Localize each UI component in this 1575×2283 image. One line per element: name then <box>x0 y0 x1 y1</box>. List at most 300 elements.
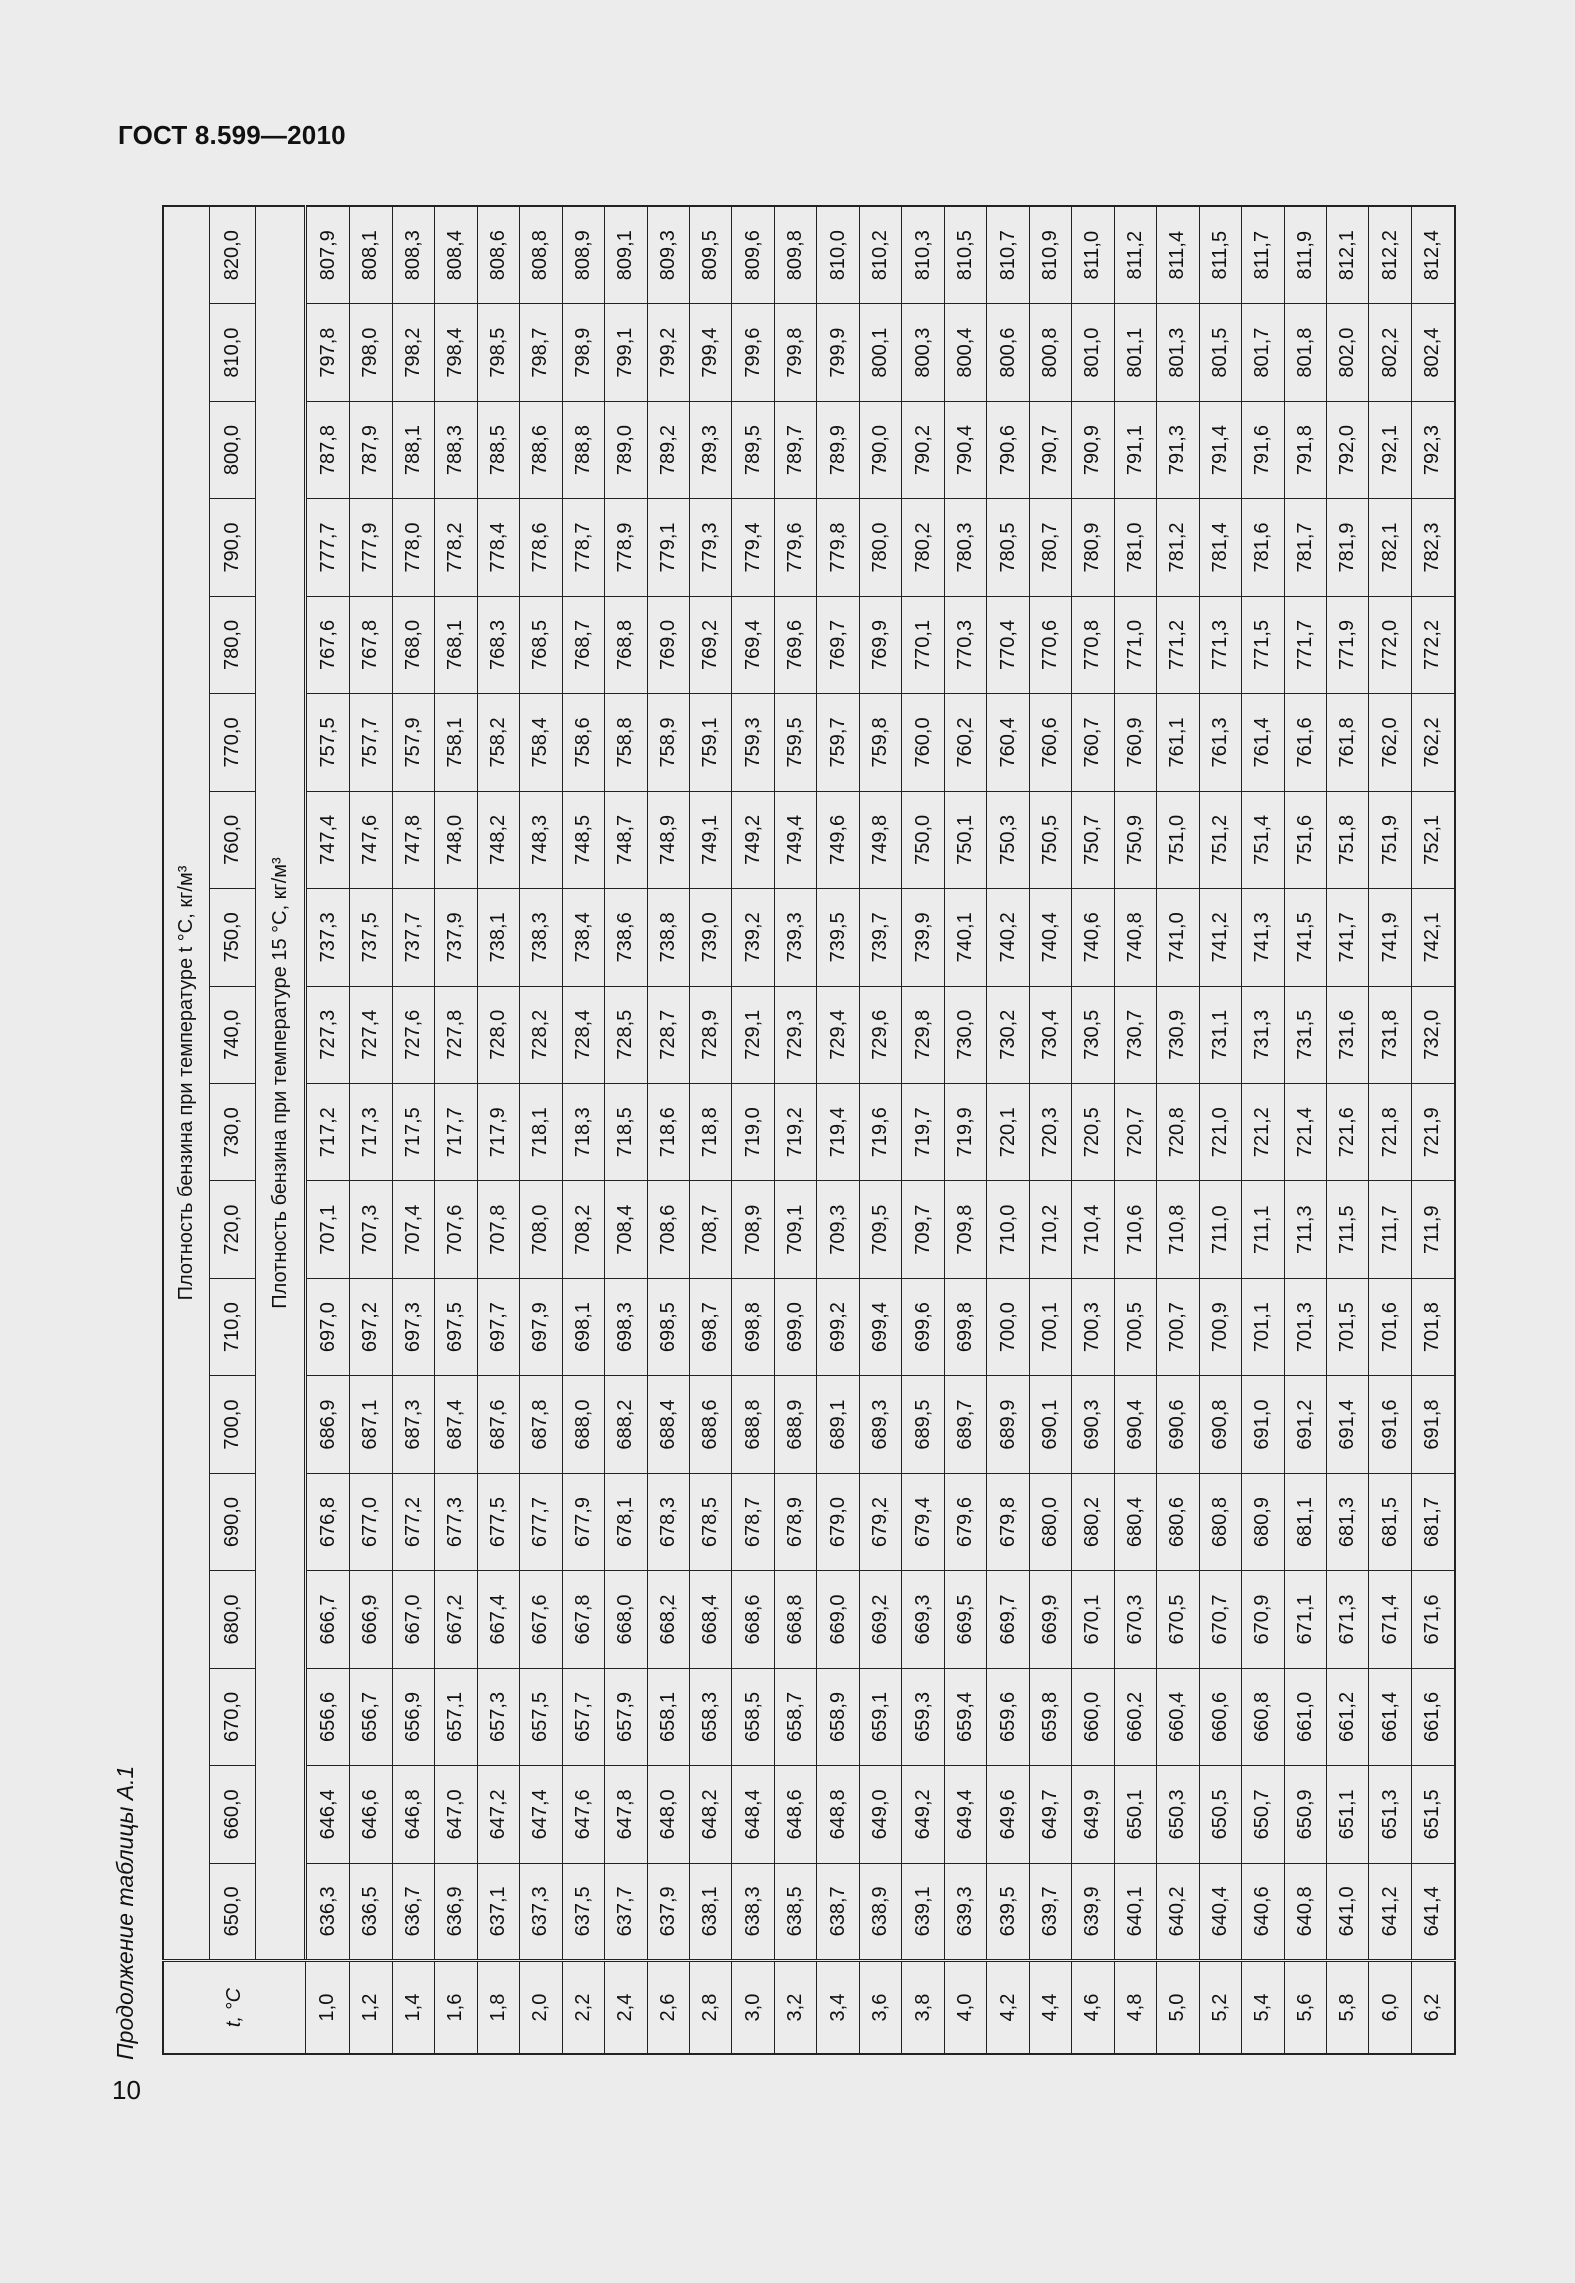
density-cell: 727,6 <box>392 986 434 1083</box>
density-cell: 669,2 <box>859 1571 901 1668</box>
density-cell: 802,0 <box>1327 304 1369 401</box>
density-cell: 788,8 <box>562 401 604 498</box>
density-cell: 809,3 <box>647 206 689 304</box>
density-cell: 678,9 <box>774 1473 816 1570</box>
density-cell: 701,6 <box>1369 1278 1411 1375</box>
density-cell: 750,7 <box>1072 791 1114 888</box>
density-cell: 700,3 <box>1072 1278 1114 1375</box>
density-cell: 729,3 <box>774 986 816 1083</box>
density-cell: 777,7 <box>306 499 350 596</box>
density-cell: 691,4 <box>1327 1376 1369 1473</box>
density-cell: 790,4 <box>944 401 986 498</box>
density-cell: 751,4 <box>1242 791 1284 888</box>
density-cell: 638,1 <box>689 1863 731 1960</box>
density-cell: 708,0 <box>520 1181 562 1278</box>
table-row <box>1411 206 1455 2054</box>
density-cell: 808,3 <box>392 206 434 304</box>
density-cell: 667,4 <box>477 1571 519 1668</box>
density-cell: 811,2 <box>1114 206 1156 304</box>
density-cell: 740,8 <box>1114 889 1156 986</box>
density-cell: 797,8 <box>306 304 350 401</box>
density-cell: 740,6 <box>1072 889 1114 986</box>
density-cell: 659,8 <box>1029 1668 1071 1765</box>
density-cell: 690,4 <box>1114 1376 1156 1473</box>
density-cell: 728,4 <box>562 986 604 1083</box>
density-cell: 741,0 <box>1157 889 1199 986</box>
density-cell: 648,2 <box>689 1766 731 1863</box>
density-cell: 680,6 <box>1157 1473 1199 1570</box>
density-cell: 638,9 <box>859 1863 901 1960</box>
temperature-cell: 4,6 <box>1072 1961 1114 2054</box>
density-cell: 636,7 <box>392 1863 434 1960</box>
density-cell: 750,3 <box>987 791 1029 888</box>
density-cell: 772,2 <box>1411 596 1455 693</box>
density-cell: 711,3 <box>1284 1181 1326 1278</box>
density-cell: 731,8 <box>1369 986 1411 1083</box>
density-cell: 777,9 <box>350 499 392 596</box>
density-cell: 728,0 <box>477 986 519 1083</box>
density-cell: 798,5 <box>477 304 519 401</box>
density-cell: 660,4 <box>1157 1668 1199 1765</box>
density-cell: 661,4 <box>1369 1668 1411 1765</box>
density-cell: 760,2 <box>944 694 986 791</box>
density-cell: 781,9 <box>1327 499 1369 596</box>
density-cell: 650,3 <box>1157 1766 1199 1863</box>
density-cell: 790,6 <box>987 401 1029 498</box>
density-cell: 789,0 <box>605 401 647 498</box>
density-cell: 721,2 <box>1242 1083 1284 1180</box>
density-cell: 651,5 <box>1411 1766 1455 1863</box>
density-cell: 701,3 <box>1284 1278 1326 1375</box>
density-cell: 792,0 <box>1327 401 1369 498</box>
density-cell: 812,4 <box>1411 206 1455 304</box>
density-cell: 811,5 <box>1199 206 1241 304</box>
density-cell: 790,0 <box>859 401 901 498</box>
density-cell: 647,2 <box>477 1766 519 1863</box>
density-cell: 799,8 <box>774 304 816 401</box>
column-header: 730,0 <box>210 1083 256 1180</box>
density-cell: 680,9 <box>1242 1473 1284 1570</box>
column-header: 740,0 <box>210 986 256 1083</box>
density-cell: 688,6 <box>689 1376 731 1473</box>
density-cell: 761,3 <box>1199 694 1241 791</box>
density-cell: 762,0 <box>1369 694 1411 791</box>
density-cell: 701,1 <box>1242 1278 1284 1375</box>
column-header: 720,0 <box>210 1181 256 1278</box>
density-cell: 720,8 <box>1157 1083 1199 1180</box>
density-cell: 688,9 <box>774 1376 816 1473</box>
temperature-cell: 5,2 <box>1199 1961 1241 2054</box>
density-cell: 729,1 <box>732 986 774 1083</box>
density-cell: 741,5 <box>1284 889 1326 986</box>
density-cell: 670,1 <box>1072 1571 1114 1668</box>
density-cell: 759,1 <box>689 694 731 791</box>
temperature-cell: 2,0 <box>520 1961 562 2054</box>
density-cell: 739,9 <box>902 889 944 986</box>
column-header: 810,0 <box>210 304 256 401</box>
table-row <box>1199 206 1241 2054</box>
density-cell: 681,5 <box>1369 1473 1411 1570</box>
density-cell: 657,5 <box>520 1668 562 1765</box>
table-continuation-caption: Продолжение таблицы А.1 <box>112 1765 138 2060</box>
density-cell: 738,8 <box>647 889 689 986</box>
density-cell: 748,7 <box>605 791 647 888</box>
temperature-cell: 1,4 <box>392 1961 434 2054</box>
density-cell: 779,6 <box>774 499 816 596</box>
density-cell: 660,0 <box>1072 1668 1114 1765</box>
density-cell: 771,0 <box>1114 596 1156 693</box>
density-cell: 661,2 <box>1327 1668 1369 1765</box>
density-cell: 758,8 <box>605 694 647 791</box>
table-row <box>306 206 350 2054</box>
density-cell: 779,4 <box>732 499 774 596</box>
density-cell: 708,6 <box>647 1181 689 1278</box>
density-cell: 708,4 <box>605 1181 647 1278</box>
density-cell: 729,6 <box>859 986 901 1083</box>
density-cell: 757,5 <box>306 694 350 791</box>
temperature-cell: 5,6 <box>1284 1961 1326 2054</box>
density-cell: 760,7 <box>1072 694 1114 791</box>
density-cell: 771,5 <box>1242 596 1284 693</box>
density-cell: 802,4 <box>1411 304 1455 401</box>
density-cell: 728,5 <box>605 986 647 1083</box>
density-cell: 688,4 <box>647 1376 689 1473</box>
density-cell: 781,7 <box>1284 499 1326 596</box>
density-cell: 731,3 <box>1242 986 1284 1083</box>
density-cell: 679,0 <box>817 1473 859 1570</box>
density-cell: 649,6 <box>987 1766 1029 1863</box>
density-cell: 648,8 <box>817 1766 859 1863</box>
density-cell: 739,5 <box>817 889 859 986</box>
temperature-cell: 3,4 <box>817 1961 859 2054</box>
density-cell: 749,1 <box>689 791 731 888</box>
density-cell: 677,5 <box>477 1473 519 1570</box>
density-cell: 779,1 <box>647 499 689 596</box>
density-cell: 717,9 <box>477 1083 519 1180</box>
density-cell: 649,9 <box>1072 1766 1114 1863</box>
density-cell: 710,2 <box>1029 1181 1071 1278</box>
density-cell: 780,9 <box>1072 499 1114 596</box>
density-cell: 750,1 <box>944 791 986 888</box>
density-cell: 698,1 <box>562 1278 604 1375</box>
density-cell: 727,3 <box>306 986 350 1083</box>
density-cell: 668,6 <box>732 1571 774 1668</box>
table-row <box>817 206 859 2054</box>
density-cell: 639,1 <box>902 1863 944 1960</box>
density-cell: 741,3 <box>1242 889 1284 986</box>
density-cell: 681,3 <box>1327 1473 1369 1570</box>
density-cell: 810,0 <box>817 206 859 304</box>
table-row <box>732 206 774 2054</box>
column-header: 770,0 <box>210 694 256 791</box>
column-header: 680,0 <box>210 1571 256 1668</box>
column-header: 710,0 <box>210 1278 256 1375</box>
density-cell: 717,2 <box>306 1083 350 1180</box>
density-cell: 679,8 <box>987 1473 1029 1570</box>
density-cell: 731,6 <box>1327 986 1369 1083</box>
density-cell: 697,5 <box>435 1278 477 1375</box>
density-cell: 669,9 <box>1029 1571 1071 1668</box>
density-cell: 790,9 <box>1072 401 1114 498</box>
density-cell: 749,2 <box>732 791 774 888</box>
density-cell: 800,1 <box>859 304 901 401</box>
density-cell: 676,8 <box>306 1473 350 1570</box>
density-cell: 708,9 <box>732 1181 774 1278</box>
temperature-cell: 4,8 <box>1114 1961 1156 2054</box>
table-row <box>1327 206 1369 2054</box>
page-number: 10 <box>112 2075 141 2105</box>
density-cell: 710,6 <box>1114 1181 1156 1278</box>
density-cell: 687,3 <box>392 1376 434 1473</box>
density-cell: 719,2 <box>774 1083 816 1180</box>
density-cell: 697,9 <box>520 1278 562 1375</box>
density-cell: 700,7 <box>1157 1278 1199 1375</box>
temperature-cell: 3,2 <box>774 1961 816 2054</box>
density-cell: 699,6 <box>902 1278 944 1375</box>
density-cell: 781,0 <box>1114 499 1156 596</box>
density-cell: 647,4 <box>520 1766 562 1863</box>
temperature-cell: 6,2 <box>1411 1961 1455 2054</box>
table-row <box>689 206 731 2054</box>
density-cell: 668,8 <box>774 1571 816 1668</box>
density-cell: 768,8 <box>605 596 647 693</box>
density-cell: 782,3 <box>1411 499 1455 596</box>
density-cell: 799,6 <box>732 304 774 401</box>
temperature-cell: 2,6 <box>647 1961 689 2054</box>
density-cell: 688,8 <box>732 1376 774 1473</box>
density-cell: 792,1 <box>1369 401 1411 498</box>
density-cell: 657,9 <box>605 1668 647 1765</box>
density-cell: 719,4 <box>817 1083 859 1180</box>
density-cell: 759,8 <box>859 694 901 791</box>
density-cell: 808,6 <box>477 206 519 304</box>
density-cell: 771,2 <box>1157 596 1199 693</box>
density-cell: 710,0 <box>987 1181 1029 1278</box>
temperature-cell: 5,8 <box>1327 1961 1369 2054</box>
density-cell: 649,7 <box>1029 1766 1071 1863</box>
temperature-cell: 6,0 <box>1369 1961 1411 2054</box>
density-cell: 779,8 <box>817 499 859 596</box>
density-cell: 759,3 <box>732 694 774 791</box>
density-cell: 671,6 <box>1411 1571 1455 1668</box>
density-cell: 780,7 <box>1029 499 1071 596</box>
density-cell: 679,2 <box>859 1473 901 1570</box>
density-cell: 770,4 <box>987 596 1029 693</box>
density-cell: 768,7 <box>562 596 604 693</box>
density-cell: 747,6 <box>350 791 392 888</box>
density-cell: 661,6 <box>1411 1668 1455 1765</box>
density-cell: 787,9 <box>350 401 392 498</box>
density-cell: 637,7 <box>605 1863 647 1960</box>
density-cell: 739,7 <box>859 889 901 986</box>
density-cell: 808,1 <box>350 206 392 304</box>
density-cell: 707,8 <box>477 1181 519 1278</box>
density-cell: 691,8 <box>1411 1376 1455 1473</box>
density-cell: 658,3 <box>689 1668 731 1765</box>
temperature-cell: 3,0 <box>732 1961 774 2054</box>
density-cell: 637,9 <box>647 1863 689 1960</box>
density-cell: 648,4 <box>732 1766 774 1863</box>
density-cell: 707,1 <box>306 1181 350 1278</box>
density-cell: 768,3 <box>477 596 519 693</box>
density-cell: 801,1 <box>1114 304 1156 401</box>
density-cell: 657,7 <box>562 1668 604 1765</box>
density-cell: 640,8 <box>1284 1863 1326 1960</box>
column-header: 660,0 <box>210 1766 256 1863</box>
t-column-header: t, °C <box>163 1961 306 2054</box>
density-cell: 637,5 <box>562 1863 604 1960</box>
density-cell: 689,3 <box>859 1376 901 1473</box>
density-cell: 646,6 <box>350 1766 392 1863</box>
density-cell: 667,8 <box>562 1571 604 1668</box>
density-cell: 690,1 <box>1029 1376 1071 1473</box>
density-cell: 791,4 <box>1199 401 1241 498</box>
density-cell: 710,4 <box>1072 1181 1114 1278</box>
density-cell: 638,3 <box>732 1863 774 1960</box>
density-cell: 668,2 <box>647 1571 689 1668</box>
density-cell: 767,6 <box>306 596 350 693</box>
density-cell: 739,2 <box>732 889 774 986</box>
density-cell: 700,1 <box>1029 1278 1071 1375</box>
density-cell: 768,0 <box>392 596 434 693</box>
column-header: 790,0 <box>210 499 256 596</box>
density-cell: 697,0 <box>306 1278 350 1375</box>
density-cell: 798,2 <box>392 304 434 401</box>
density-cell: 778,7 <box>562 499 604 596</box>
table-header-row-3 <box>256 206 306 2054</box>
density-cell: 791,6 <box>1242 401 1284 498</box>
density-cell: 700,5 <box>1114 1278 1156 1375</box>
density-cell: 721,6 <box>1327 1083 1369 1180</box>
density-cell: 767,8 <box>350 596 392 693</box>
density-cell: 749,8 <box>859 791 901 888</box>
density-cell: 657,3 <box>477 1668 519 1765</box>
density-cell: 799,2 <box>647 304 689 401</box>
density-cell: 778,0 <box>392 499 434 596</box>
density-cell: 667,6 <box>520 1571 562 1668</box>
density-cell: 691,2 <box>1284 1376 1326 1473</box>
density-cell: 687,4 <box>435 1376 477 1473</box>
density-cell: 717,5 <box>392 1083 434 1180</box>
temperature-cell: 1,8 <box>477 1961 519 2054</box>
density-cell: 760,4 <box>987 694 1029 791</box>
density-cell: 721,8 <box>1369 1083 1411 1180</box>
table-header-row-1 <box>163 206 210 2054</box>
density-cell: 678,7 <box>732 1473 774 1570</box>
density-cell: 812,1 <box>1327 206 1369 304</box>
density-cell: 691,0 <box>1242 1376 1284 1473</box>
density-cell: 748,9 <box>647 791 689 888</box>
density-cell: 647,0 <box>435 1766 477 1863</box>
temperature-cell: 4,0 <box>944 1961 986 2054</box>
density-cell: 788,6 <box>520 401 562 498</box>
density-cell: 801,3 <box>1157 304 1199 401</box>
density-cell: 811,0 <box>1072 206 1114 304</box>
density-cell: 772,0 <box>1369 596 1411 693</box>
density-cell: 708,2 <box>562 1181 604 1278</box>
density-cell: 748,0 <box>435 791 477 888</box>
density-cell: 670,7 <box>1199 1571 1241 1668</box>
density-cell: 758,1 <box>435 694 477 791</box>
temperature-cell: 1,0 <box>306 1961 350 2054</box>
density-cell: 730,0 <box>944 986 986 1083</box>
density-cell: 641,4 <box>1411 1863 1455 1960</box>
density-cell: 740,1 <box>944 889 986 986</box>
density-cell: 689,7 <box>944 1376 986 1473</box>
table-row <box>562 206 604 2054</box>
density-cell: 640,6 <box>1242 1863 1284 1960</box>
density-cell: 659,4 <box>944 1668 986 1765</box>
density-cell: 709,7 <box>902 1181 944 1278</box>
temperature-cell: 4,2 <box>987 1961 1029 2054</box>
density-cell: 728,7 <box>647 986 689 1083</box>
density-cell: 719,7 <box>902 1083 944 1180</box>
density-cell: 741,9 <box>1369 889 1411 986</box>
density-cell: 687,8 <box>520 1376 562 1473</box>
column-header: 670,0 <box>210 1668 256 1765</box>
density-cell: 658,7 <box>774 1668 816 1765</box>
density-cell: 656,7 <box>350 1668 392 1765</box>
density-cell: 791,1 <box>1114 401 1156 498</box>
density-cell: 679,6 <box>944 1473 986 1570</box>
density-cell: 792,3 <box>1411 401 1455 498</box>
density-cell: 688,2 <box>605 1376 647 1473</box>
density-cell: 801,0 <box>1072 304 1114 401</box>
density-cell: 686,9 <box>306 1376 350 1473</box>
column-header: 800,0 <box>210 401 256 498</box>
table-row <box>350 206 392 2054</box>
density-cell: 661,0 <box>1284 1668 1326 1765</box>
density-cell: 758,9 <box>647 694 689 791</box>
density-cell: 748,5 <box>562 791 604 888</box>
density-cell: 730,2 <box>987 986 1029 1083</box>
density-cell: 727,4 <box>350 986 392 1083</box>
table-row <box>605 206 647 2054</box>
density-cell: 669,5 <box>944 1571 986 1668</box>
density-cell: 641,0 <box>1327 1863 1369 1960</box>
density-cell: 750,9 <box>1114 791 1156 888</box>
density-cell: 711,9 <box>1411 1181 1455 1278</box>
density-cell: 737,3 <box>306 889 350 986</box>
density-cell: 669,0 <box>817 1571 859 1668</box>
density-cell: 651,3 <box>1369 1766 1411 1863</box>
density-cell: 671,4 <box>1369 1571 1411 1668</box>
density-cell: 800,4 <box>944 304 986 401</box>
density-cell: 687,1 <box>350 1376 392 1473</box>
density-cell: 811,7 <box>1242 206 1284 304</box>
density-cell: 741,7 <box>1327 889 1369 986</box>
density-cell: 636,5 <box>350 1863 392 1960</box>
density-cell: 728,2 <box>520 986 562 1083</box>
density-cell: 731,5 <box>1284 986 1326 1083</box>
density-cell: 707,6 <box>435 1181 477 1278</box>
density-cell: 778,6 <box>520 499 562 596</box>
density-cell: 757,9 <box>392 694 434 791</box>
density-cell: 738,6 <box>605 889 647 986</box>
table-row <box>1114 206 1156 2054</box>
density-cell: 667,2 <box>435 1571 477 1668</box>
density-cell: 798,9 <box>562 304 604 401</box>
table-row <box>392 206 434 2054</box>
table-row <box>435 206 477 2054</box>
density-cell: 802,2 <box>1369 304 1411 401</box>
density-cell: 690,6 <box>1157 1376 1199 1473</box>
density-cell: 718,5 <box>605 1083 647 1180</box>
density-cell: 757,7 <box>350 694 392 791</box>
density-cell: 677,7 <box>520 1473 562 1570</box>
density-cell: 709,5 <box>859 1181 901 1278</box>
density-cell: 780,0 <box>859 499 901 596</box>
